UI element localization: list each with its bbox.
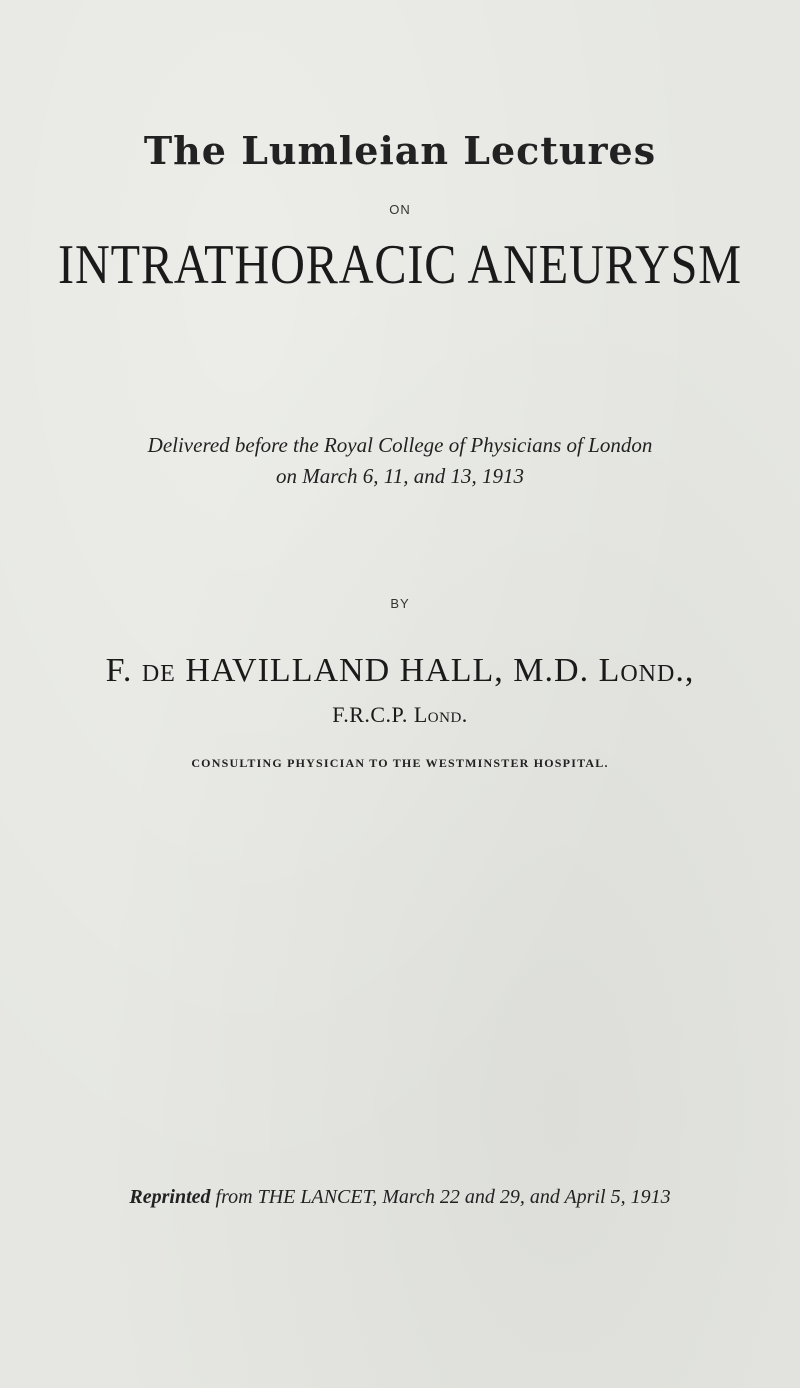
author-degree-md: M.D. Lond., xyxy=(513,652,695,689)
reprinted-word: Reprinted xyxy=(129,1186,211,1208)
author-name xyxy=(0,652,800,690)
author-position: CONSULTING PHYSICIAN TO THE WESTMINSTER HOSPITAL. xyxy=(191,756,609,770)
on-label: ON xyxy=(389,202,411,217)
by-label: BY xyxy=(390,596,410,611)
delivery-line: Delivered before the Royal College of Physicians of London xyxy=(147,433,653,457)
author-particle: de xyxy=(141,652,176,689)
main-title: INTRATHORACIC ANEURYSM xyxy=(58,234,742,296)
author-degree-frcp: F.R.C.P. Lond. xyxy=(332,702,468,727)
author-surname: HAVILLAND HALL, xyxy=(185,652,504,689)
delivery-dates: on March 6, 11, and 13, 1913 xyxy=(276,464,524,488)
author-initial: F. xyxy=(105,652,133,689)
reprint-source: from THE LANCET, March 22 and 29, and April 5, 1913 xyxy=(215,1186,671,1208)
series-title: The Lumleian Lectures xyxy=(143,128,657,173)
reprint-note xyxy=(0,1186,800,1209)
